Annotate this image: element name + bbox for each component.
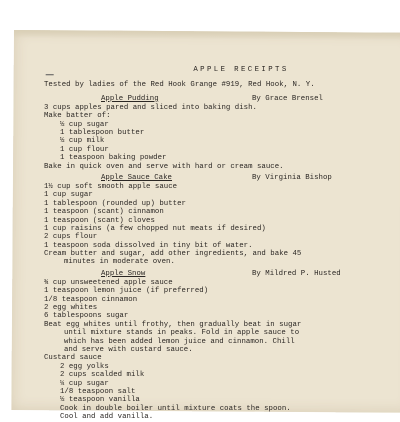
recipe-author: By Grace Brensel xyxy=(252,94,323,103)
recipe-line: 1 teaspoon soda dissolved in tiny bit of water. xyxy=(44,241,253,250)
recipe-line: 1 teaspoon lemon juice (if preferred) xyxy=(44,287,209,296)
recipe-line: 1 tablespoon butter xyxy=(60,128,145,137)
recipe-author: By Virginia Bishop xyxy=(252,173,332,182)
recipe-line: 2 egg whites xyxy=(44,304,98,313)
recipe-line: ½ cup milk xyxy=(60,137,105,146)
recipe-block xyxy=(44,171,400,267)
recipe-line: Cool and add vanilla. xyxy=(60,413,154,422)
recipe-heading xyxy=(44,174,400,183)
recipe-line: 1 cup raisins (a few chopped nut meats if desired) xyxy=(44,224,266,233)
recipe-line: Beat egg whites until frothy, then gradually beat in sugar xyxy=(44,320,302,329)
recipe-line: ¼ cup sugar xyxy=(60,379,109,388)
recipe-line: 1½ cup soft smooth apple sauce xyxy=(44,182,178,191)
recipe-line: Bake in quick oven and serve with hard or cream sauce. xyxy=(44,162,284,171)
recipe-line: 1 teaspoon baking powder xyxy=(60,154,167,163)
recipe-line: Cook in double boiler until mixture coats the spoon. xyxy=(60,404,291,413)
recipe-line: 1 cup sugar xyxy=(44,191,93,200)
recipe-line: 1 teaspoon (scant) cloves xyxy=(44,216,155,225)
recipe-heading xyxy=(44,270,400,279)
recipe-line: minutes in moderate oven. xyxy=(64,258,175,267)
recipe-line: Make batter of: xyxy=(44,112,111,121)
recipe-line: 2 cups flour xyxy=(44,233,98,242)
recipe-heading xyxy=(44,95,400,104)
recipe-line: 1/8 teaspoon cinnamon xyxy=(44,295,138,304)
recipe-line: 6 tablespoons sugar xyxy=(44,312,129,321)
recipe-line: Custard sauce xyxy=(44,354,102,363)
recipe-line: 1 teaspoon (scant) cinnamon xyxy=(44,208,164,217)
recipe-line: which has been added lemon juice and cinnamon. Chill xyxy=(64,337,295,346)
recipe-line: 2 egg yolks xyxy=(60,362,109,371)
recipe-line: 2 cups scalded milk xyxy=(60,371,145,380)
recipe-line: and serve with custard sauce. xyxy=(64,345,193,354)
recipe-block xyxy=(44,95,400,171)
recipe-name: Apple Sauce Cake xyxy=(101,173,172,182)
recipe-line: 1 tablespoon (rounded up) butter xyxy=(44,199,186,208)
recipe-name: Apple Snow xyxy=(101,269,146,278)
recipe-line: ¾ cup unsweetened apple sauce xyxy=(44,278,173,287)
recipe-block xyxy=(44,267,400,422)
document-title: APPLE RECEIPTS xyxy=(193,66,289,74)
recipe-line: Cream butter and sugar, add other ingredients, and bake 45 xyxy=(44,250,302,259)
typed-text xyxy=(44,66,400,421)
recipe-line: until mixture stands in peaks. Fold in apple sauce to xyxy=(64,329,300,338)
recipe-name: Apple Pudding xyxy=(101,94,159,103)
recipe-line: 1/8 teaspoon salt xyxy=(60,387,136,396)
recipe-author: By Mildred P. Husted xyxy=(252,269,341,278)
recipe-line: ½ cup sugar xyxy=(60,120,109,129)
recipe-line: ½ teaspoon vanilla xyxy=(60,396,140,405)
recipe-list xyxy=(44,95,400,422)
recipe-line: 3 cups apples pared and sliced into baking dish. xyxy=(44,103,257,112)
recipe-line: 1 cup flour xyxy=(60,145,109,154)
intro-line: Tested by ladies of the Red Hook Grange #919, Red Hook, N. Y. xyxy=(44,81,315,90)
